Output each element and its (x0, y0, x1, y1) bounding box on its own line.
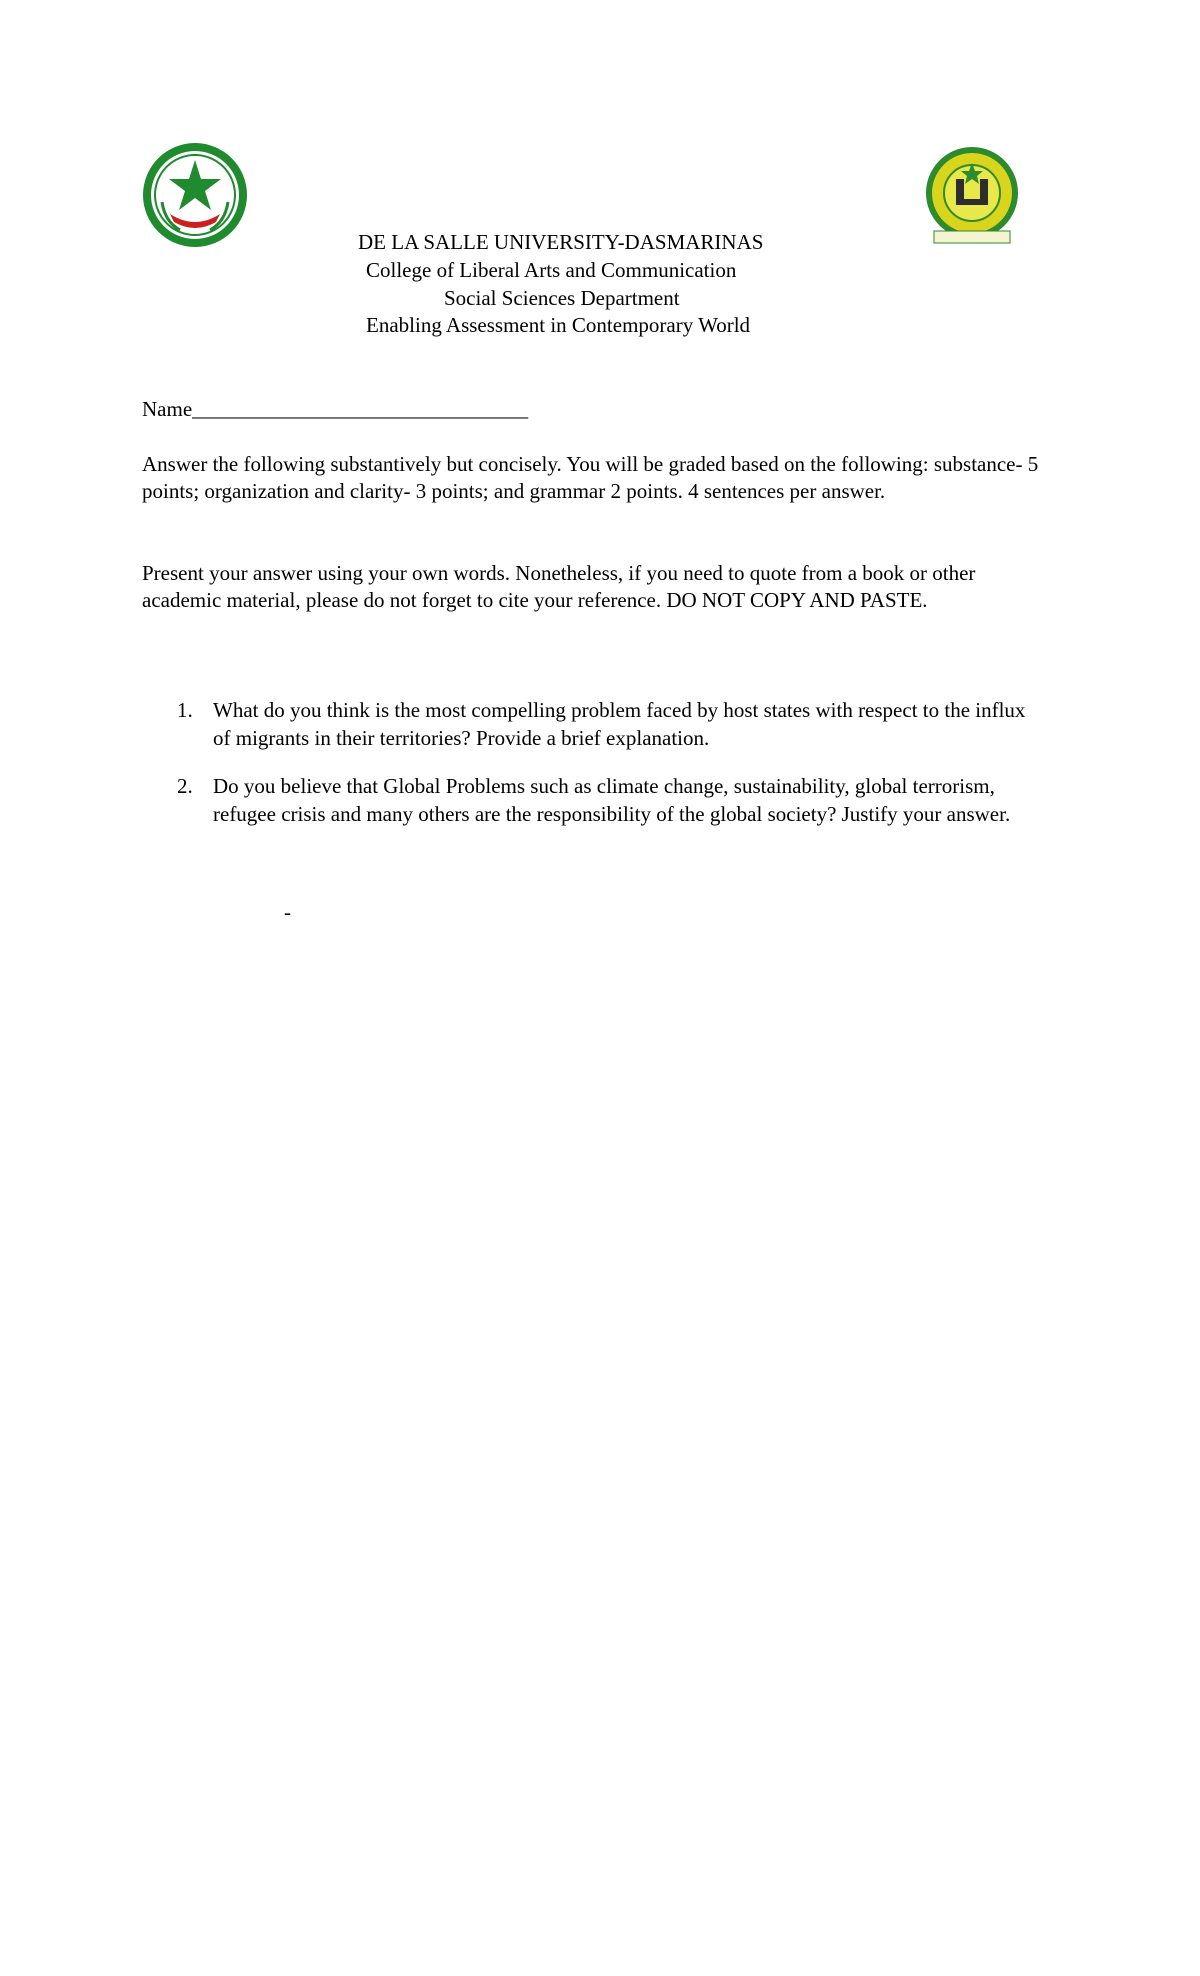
header-college: College of Liberal Arts and Communication (366, 258, 737, 282)
header-university: DE LA SALLE UNIVERSITY-DASMARINAS (358, 230, 764, 254)
header-department: Social Sciences Department (444, 286, 680, 310)
instructions-text-2: Present your answer using your own words. Nonetheless, if you need to quote from a book or other academic material, please do not forget to cite your reference. DO NOT COPY AND PASTE. (142, 561, 976, 612)
question-number: 1. (177, 698, 193, 722)
instructions-paragraph-2 (142, 560, 1042, 614)
instructions-paragraph-1 (142, 451, 1042, 505)
name-field-label: Name________________________________ (142, 397, 529, 421)
department-logo (920, 145, 1024, 247)
header-assessment-title: Enabling Assessment in Contemporary World (366, 313, 751, 337)
question-text: Do you believe that Global Problems such as climate change, sustainability, global terrorism, refugee crisis and many others are the responsibility of the global society? Justify your answer. (213, 774, 1011, 826)
question-number: 2. (177, 774, 193, 798)
question-text: What do you think is the most compelling problem faced by host states with respect to the influx of migrants in their territories? Provide a brief explanation. (213, 698, 1026, 750)
instructions-text-1: Answer the following substantively but concisely. You will be graded based on the following: substance- 5 points; organization and clarity- 3 points; and grammar 2 points. 4 sentences per answer. (142, 452, 1039, 503)
university-seal-logo (140, 142, 250, 248)
trailing-dash: - (284, 900, 291, 924)
